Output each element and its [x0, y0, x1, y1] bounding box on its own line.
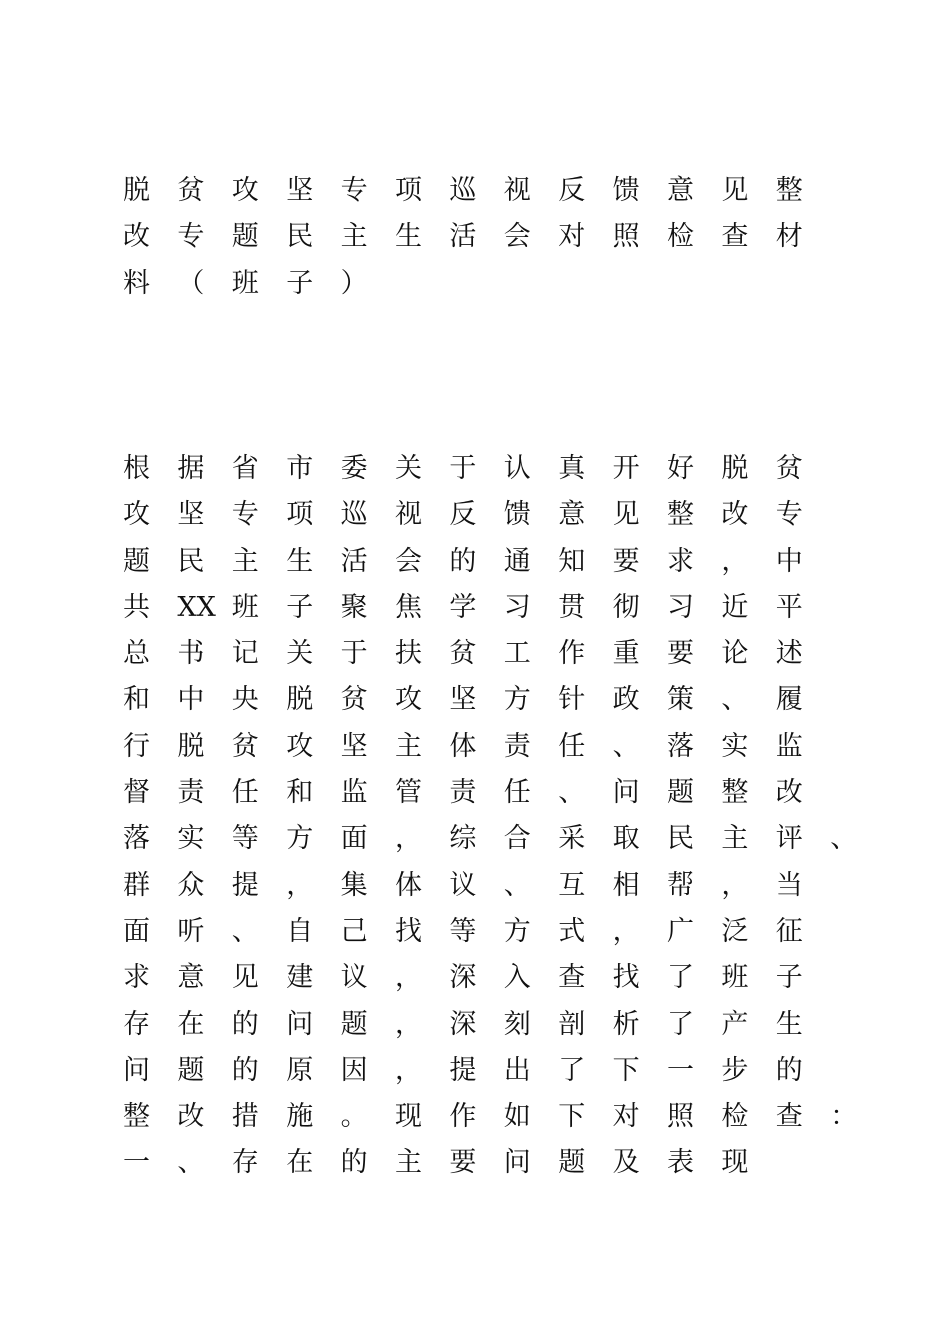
body-line: 总 书 记 关 于 扶 贫 工 作 重 要 论 述	[123, 638, 803, 670]
body-line: 和 中 央 脱 贫 攻 坚 方 针 政 策 、 履	[123, 684, 803, 716]
body-line: 督 责 任 和 监 管 责 任 、 问 题 整 改	[123, 777, 803, 809]
body-line: 存 在 的 问 题 ， 深 刻 剖 析 了 产 生	[123, 1008, 803, 1040]
body-line: 群 众 提 ， 集 体 议 、 互 相 帮 ， 当	[123, 869, 803, 901]
title-line: 改 专 题 民 主 生 活 会 对 照 检 查 材	[123, 221, 803, 253]
body-line: 落 实 等 方 面 ， 综 合 采 取 民 主 评 、	[123, 823, 858, 855]
body-line: 题 民 主 生 活 会 的 通 知 要 求 ， 中	[123, 545, 803, 577]
document-body	[123, 446, 858, 1187]
body-line: 一 、 存 在 的 主 要 问 题 及 表 现	[123, 1147, 749, 1179]
body-line: 整 改 措 施 。 现 作 如 下 对 照 检 查 ：	[123, 1101, 858, 1133]
title-line: 脱 贫 攻 坚 专 项 巡 视 反 馈 意 见 整	[123, 175, 803, 206]
body-line: 行 脱 贫 攻 坚 主 体 责 任 、 落 实 监	[123, 730, 803, 762]
body-line: 共 XX 班 子 聚 焦 学 习 贯 彻 习 近 平	[123, 591, 803, 623]
body-line: 根 据 省 市 委 关 于 认 真 开 好 脱 贫	[123, 453, 803, 484]
body-line: 面 听 、 自 己 找 等 方 式 ， 广 泛 征	[123, 915, 803, 947]
body-line: 求 意 见 建 议 ， 深 入 查 找 了 班 子	[123, 962, 803, 994]
title-line: 料 （ 班 子 ）	[123, 267, 368, 299]
body-line: 问 题 的 原 因 ， 提 出 了 下 一 步 的	[123, 1054, 803, 1086]
document-title	[123, 168, 853, 307]
body-line: 攻 坚 专 项 巡 视 反 馈 意 见 整 改 专	[123, 499, 803, 531]
